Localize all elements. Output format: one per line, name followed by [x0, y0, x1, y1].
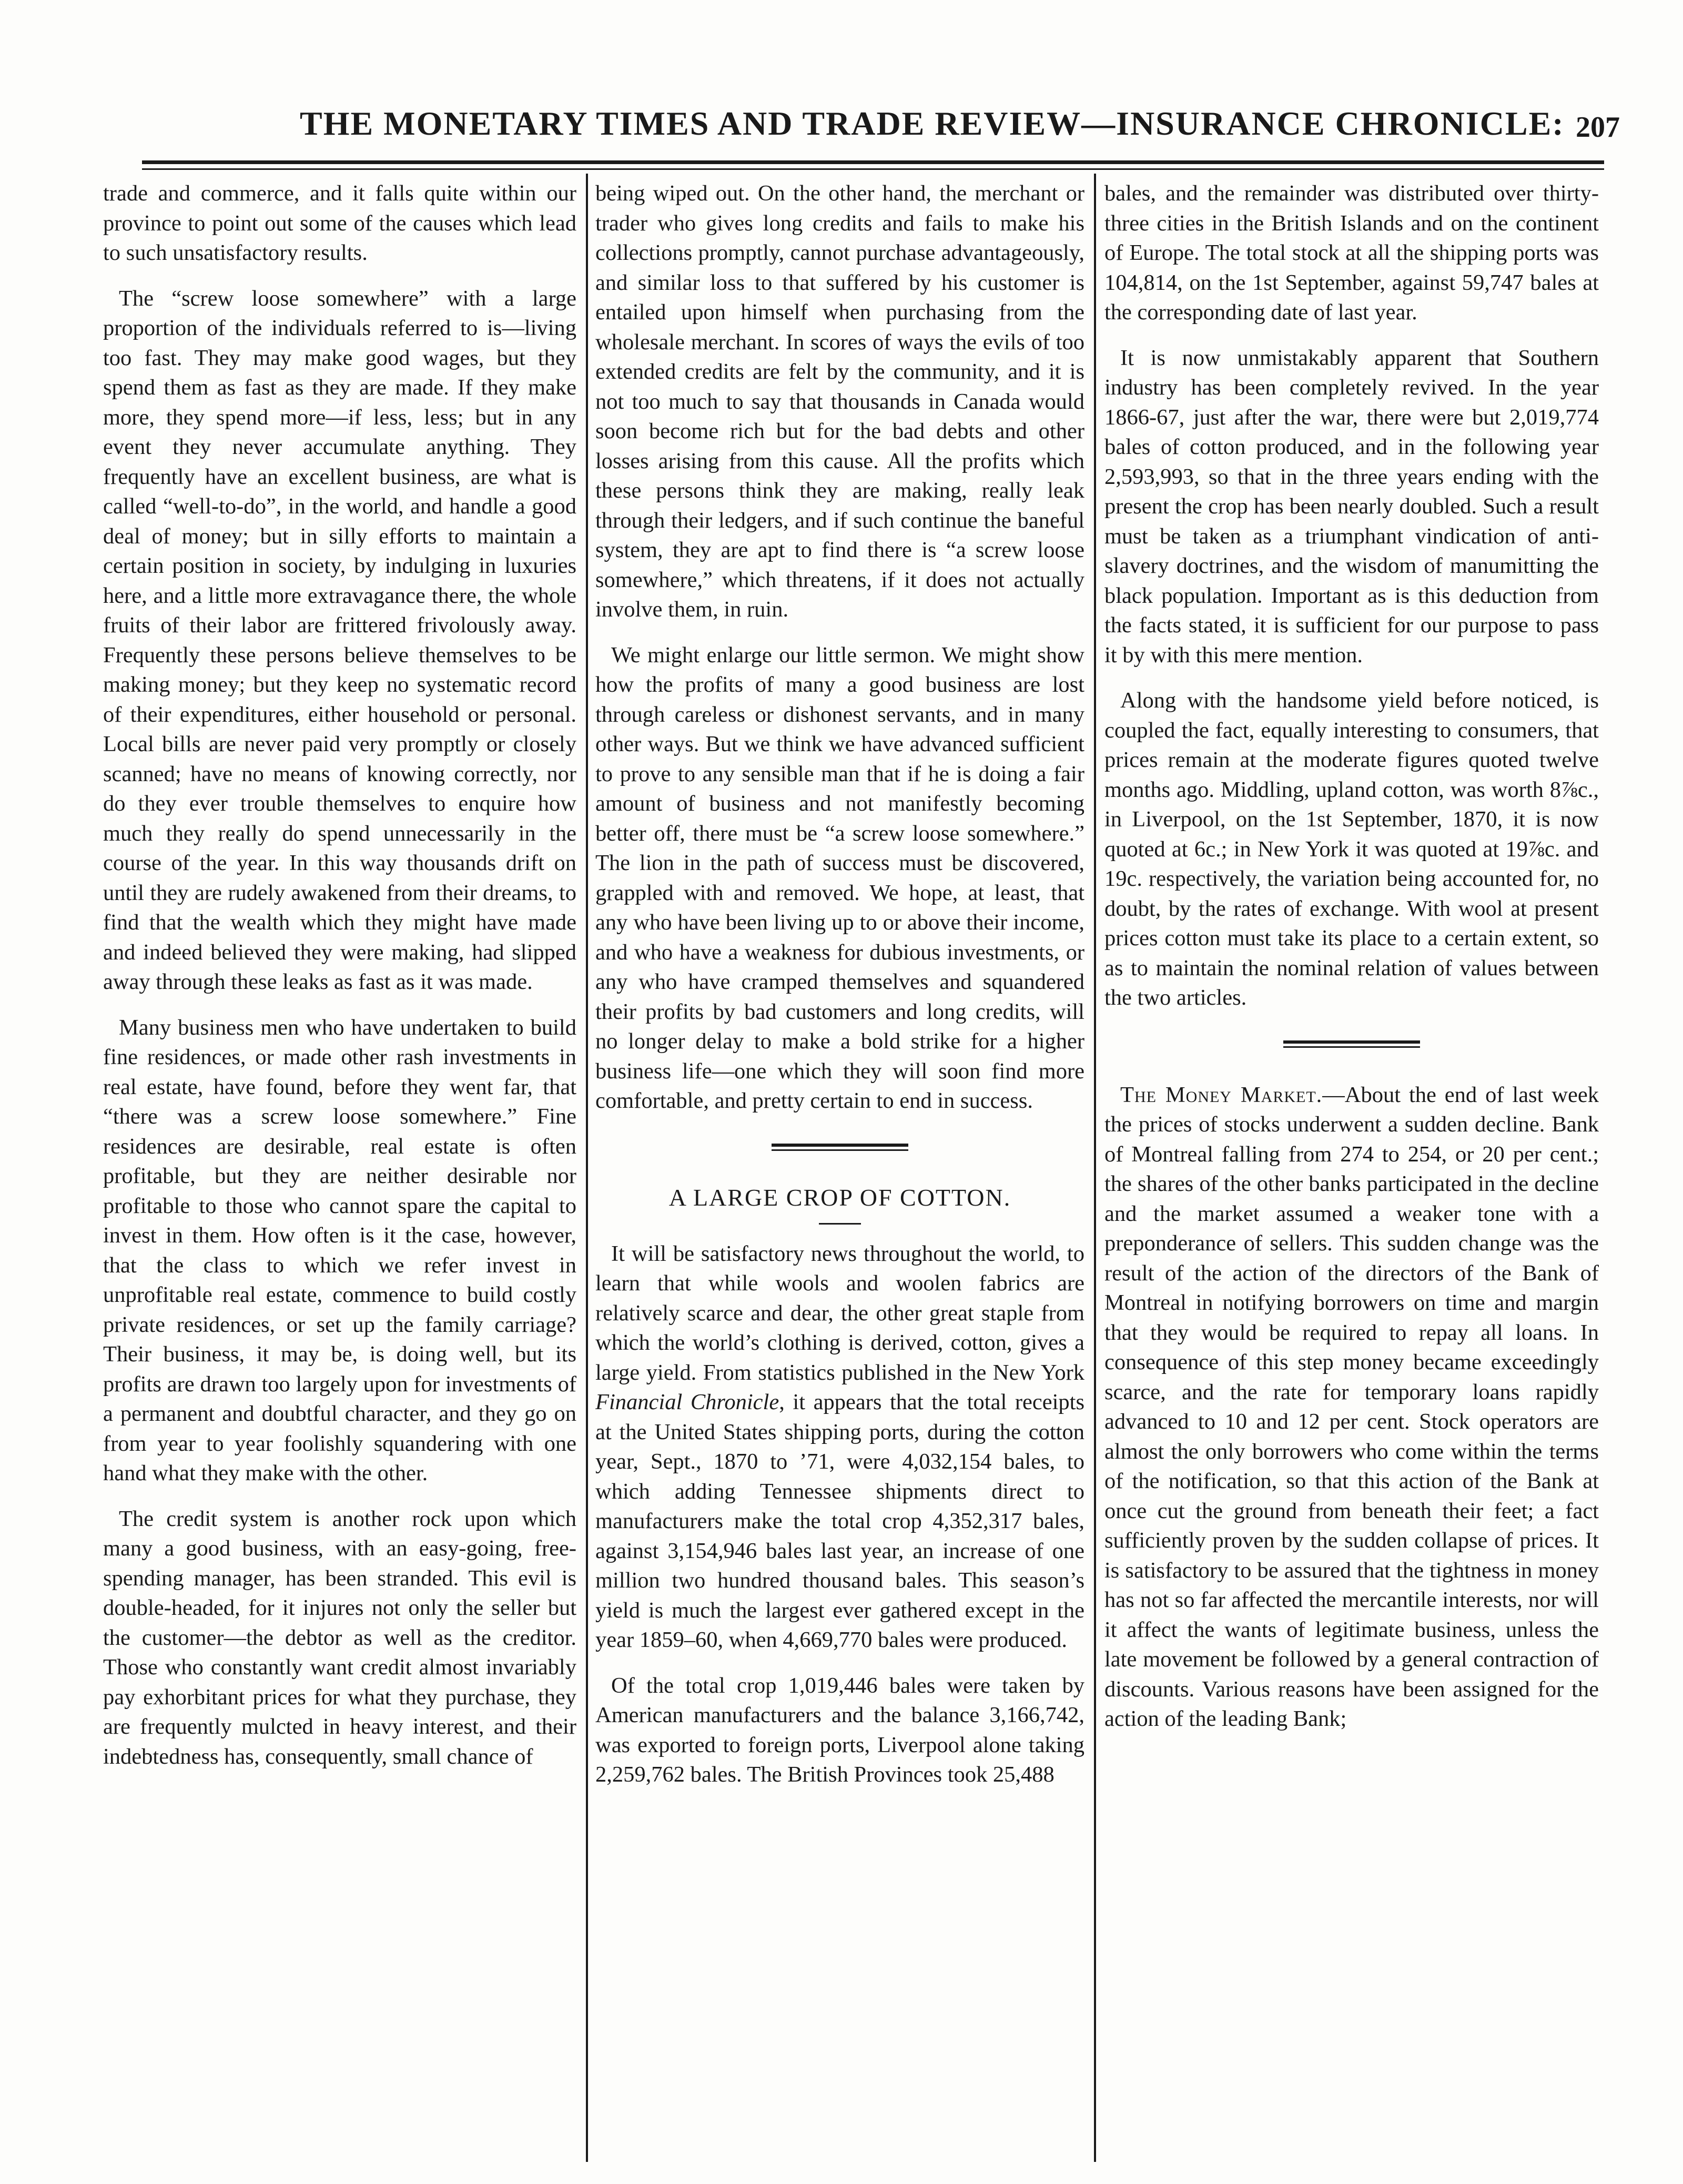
paragraph: Along with the handsome yield before noticed, is coupled the fact, equally interesting to consumers, that prices remain at the moderate figures quoted twelve months ago. Middling, upland cotton, was worth 8⅞c., in Liverpool, on the 1st September, 1870, it is now quoted at 6c.; in New York it was quoted at 19⅞c. and 19c. respectively, the variation being accounted for, no doubt, by the rates of exchange. With wool at present prices cotton must take its place to a certain extent, so as to maintain the nominal relation of values between the two articles.: [1104, 688, 1599, 1010]
section-separator: [772, 1144, 908, 1151]
paragraph: Many business men who have undertaken to build fine residences, or made other rash investments in real estate, have found, before they went far, that “there was a screw loose somewhere.” Fine residences are desirable, real estate is often profitable, but they are neither desirable nor profitable to those who cannot spare the capital to invest in them. How often is it the case, however, that the class to which we refer invest in unprofitable real estate, commence to build costly private residences, or set up the family carriage? Their business, it may be, is doing well, but its profits are drawn too largely upon for investments of a permanent and doubtful character, and they go on from year to year foolishly squandering with one hand what they make with the other.: [103, 1015, 576, 1485]
paragraph: It is now unmistakably apparent that Southern industry has been completely revived. In the year 1866-67, just after the war, there were but 2,019,774 bales of cotton produced, and in the following year 2,593,993, so that in the three years ending with the present the crop has been nearly doubled. Such a result must be taken as a triumphant vindication of anti-slavery doctrines, and the wisdom of manumitting the black population. Important as is this deduction from the facts stated, it is sufficient for our purpose to pass it by with this mere mention.: [1104, 345, 1599, 668]
paragraph: [595, 1239, 1084, 1655]
header-rule-thin: [142, 168, 1604, 170]
section-lead: The Money Market.: [1120, 1082, 1323, 1107]
paragraph: being wiped out. On the other hand, the merchant or trader who gives long credits and fails to make his collections promptly, cannot purchase advantageously, and similar loss to that suffered by his customer is entailed upon himself when purchasing from the wholesale merchant. In scores of ways the evils of too extended credits are felt by the community, and it is not too much to say that thousands in Canada would soon become rich but for the bad debts and other losses arising from this cause. All the profits which these persons think they are making, really leak through their ledgers, and if such continue the baneful system, they are apt to find there is “a screw loose somewhere,” which threatens, if it does not actually involve them, in ruin.: [595, 181, 1084, 622]
page-number: 207: [1576, 111, 1620, 144]
section-separator: [1283, 1040, 1420, 1048]
running-title: THE MONETARY TIMES AND TRADE REVIEW—INSURANCE CHRONICLE:: [300, 105, 1565, 142]
column-three: [1104, 179, 1599, 2162]
paragraph-text: It will be satisfactory news throughout the world, to learn that while wools and woolen fabrics are relatively scarce and dear, the other great staple from which the world’s clothing is derived, cotton, gives a large yield. From statistics published in the New York: [595, 1241, 1084, 1385]
column-one: [103, 179, 576, 2162]
paragraph: [1104, 1080, 1599, 1734]
paragraph: The “screw loose somewhere” with a large proportion of the individuals referred to is—living too fast. They may make good wages, but they spend them as fast as they are made. If they make more, they spend more—if less, less; but in any event they never accumulate anything. They frequently have an excellent business, are what is called “well-to-do”, in the world, and handle a good deal of money; but in silly efforts to maintain a certain position in society, by indulging in luxuries here, and a little more extravagance there, the whole fruits of their labor are frittered frivolously away. Frequently these persons believe themselves to be making money; but they keep no systematic record of their expenditures, either household or personal. Local bills are never paid very promptly or closely scanned; have no means of knowing correctly, nor do they ever trouble themselves to enquire how much they really do spend unnecessarily in the course of the year. In this way thousands drift on until they are rudely awakened from their dreams, to find that the wealth which they might have made and indeed believed they were making, had slipped away through these leaks as fast as it was made.: [103, 286, 576, 994]
header-rule-thick: [142, 160, 1604, 164]
paragraph: Of the total crop 1,019,446 bales were taken by American manufacturers and the balance 3,166,742, was exported to foreign ports, Liverpool alone taking 2,259,762 bales. The British Provinces took 25,488: [595, 1673, 1084, 1787]
paragraph: bales, and the remainder was distributed over thirty-three cities in the British Islands and on the continent of Europe. The total stock at all the shipping ports was 104,814, on the 1st September, against 59,747 bales at the corresponding date of last year.: [1104, 181, 1599, 325]
article-heading: A LARGE CROP OF COTTON.: [668, 1184, 1011, 1211]
paragraph-text: —About the end of last week the prices of stocks underwent a sudden decline. Bank of Montreal falling from 274 to 254, or 20 per cent.; the shares of the other banks participated in the decline and the market assumed a weaker tone with a preponderance of sellers. This sudden change was the result of the action of the directors of the Bank of Montreal in notifying borrowers on time and margin that they would be required to repay all loans. In consequence of this step money became exceedingly scarce, and the rate for temporary loans rapidly advanced to 10 and 12 per cent. Stock operators are almost the only borrowers who come within the terms of the notification, so that this action of the Bank at once cut the ground from beneath their feet; a fact sufficiently proven by the sudden collapse of prices. It is satisfactory to be assured that the tightness in money has not so far affected the mercantile interests, nor will it affect the wants of legitimate business, unless the late movement be followed by a general contraction of discounts. Various reasons have been assigned for the action of the leading Bank;: [1104, 1082, 1599, 1731]
column-divider-1: [586, 174, 588, 2162]
paragraph-text: , it appears that the total receipts at the United States shipping ports, during the cotton year, Sept., 1870 to ’71, were 4,032,154 bales, to which adding Tennessee shipments direct to manufacturers make the total crop 4,352,317 bales, against 3,154,946 bales last year, an increase of one million two hundred thousand bales. This season’s yield is much the largest ever gathered except in the year 1859–60, when 4,669,770 bales were produced.: [595, 1390, 1084, 1652]
column-divider-2: [1094, 174, 1096, 2162]
page-header: [147, 100, 1620, 153]
paragraph: trade and commerce, and it falls quite within our province to point out some of the causes which lead to such unsatisfactory results.: [103, 181, 576, 265]
column-two: [595, 179, 1084, 2162]
paragraph: The credit system is another rock upon which many a good business, with an easy-going, free-spending manager, has been stranded. This evil is double-headed, for it injures not only the seller but the customer—the debtor as well as the creditor. Those who constantly want credit almost invariably pay exhorbitant prices for what they purchase, they are frequently mulcted in heavy interest, and their indebtedness has, consequently, small chance of: [103, 1506, 576, 1769]
heading-rule: [819, 1223, 861, 1225]
paragraph: We might enlarge our little sermon. We might show how the profits of many a good business are lost through careless or dishonest servants, and in many other ways. But we think we have advanced sufficient to prove to any sensible man that if he is doing a fair amount of business and not manifestly becoming better off, there must be “a screw loose somewhere.” The lion in the path of success must be discovered, grappled with and removed. We hope, at least, that any who have been living up to or above their income, and who have a weakness for dubious investments, or any who have cramped themselves and squandered their profits by bad customers and long credits, will no longer delay to make a bold strike for a higher business life—one which they will soon find more comfortable, and pretty certain to end in success.: [595, 642, 1084, 1113]
publication-name: Financial Chronicle: [595, 1390, 779, 1414]
